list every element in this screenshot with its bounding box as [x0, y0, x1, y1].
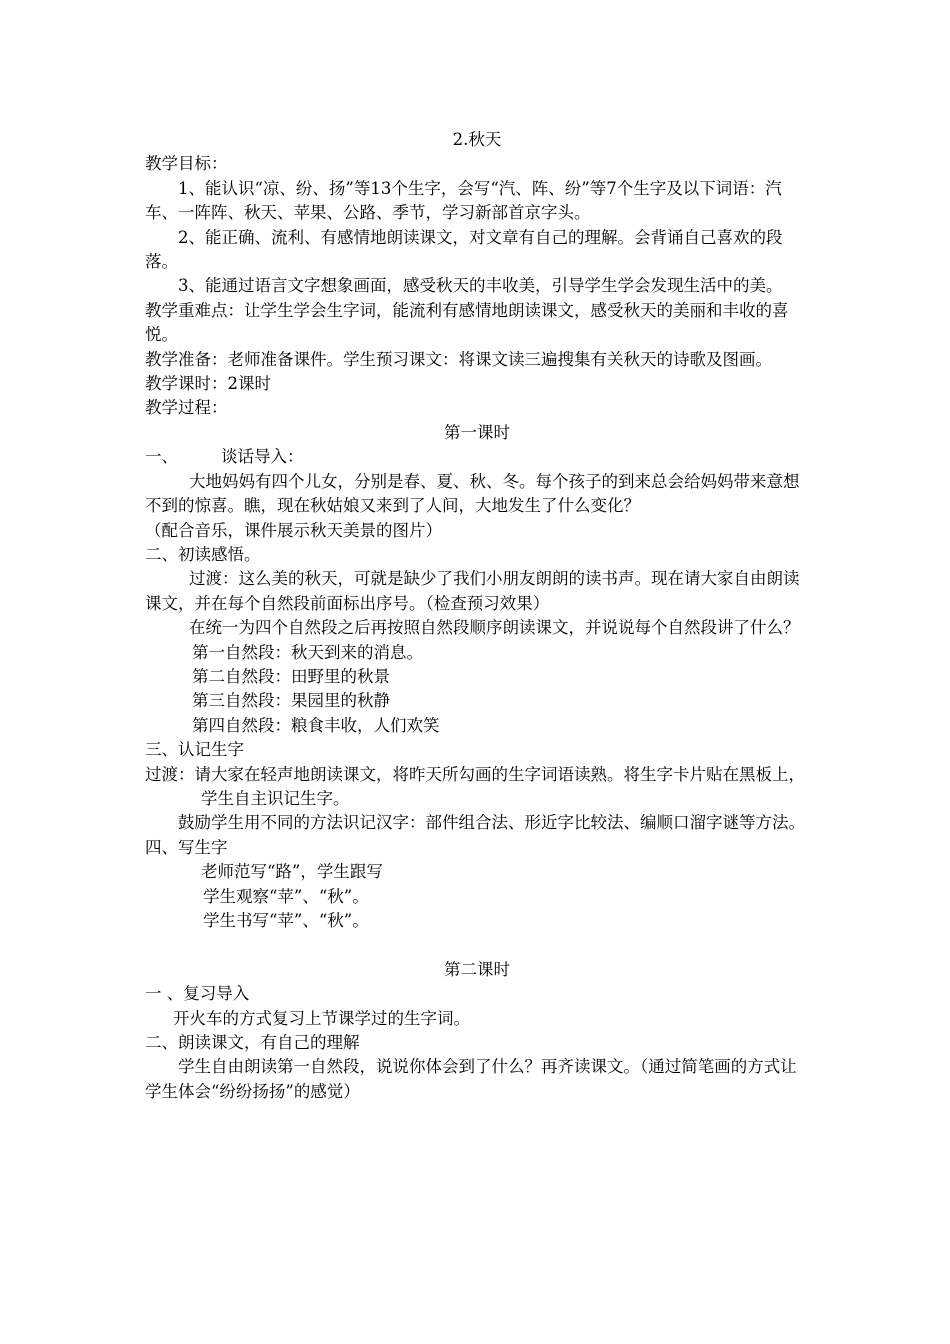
paragraph-summary-1: 第一自然段：秋天到来的消息。 [192, 642, 423, 662]
objectives-label: 教学目标： [145, 154, 228, 174]
section-number: 一、 [145, 447, 178, 467]
lesson2-section1-paragraph: 开火车的方式复习上节课学过的生字词。 [173, 1008, 470, 1028]
writing-step-1: 老师范写“路”，学生跟写 [201, 862, 383, 882]
lesson1-section2-heading: 二、初读感悟。 [145, 544, 261, 564]
writing-step-3: 学生书写“苹”、“秋”。 [203, 911, 369, 930]
lesson1-section2-paragraph1: 过渡：这么美的秋天，可就是缺少了我们小朋友朗朗的读书声。现在请大家自由朗读课文，并在每个自然段前面标出序号。（检查预习效果） [145, 569, 800, 613]
lesson2-section2-heading: 二、朗读课文，有自己的理解 [145, 1033, 360, 1053]
lesson1-section1-note: （配合音乐，课件展示秋天美景的图片） [145, 520, 442, 540]
lesson2-section2-paragraph: 学生自由朗读第一自然段，说说你体会到了什么？再齐读课文。（通过简笔画的方式让学生体会“纷纷扬扬”的感觉） [145, 1057, 797, 1101]
objective-3: 3、能通过语言文字想象画面，感受秋天的丰收美，引导学生学会发现生活中的美。 [178, 276, 783, 296]
lesson1-section1-heading [145, 445, 809, 469]
lesson1-section4-heading: 四、写生字 [145, 837, 228, 857]
lesson2-heading: 第二课时 [444, 959, 510, 979]
lesson1-section3-heading: 三、认记生字 [145, 740, 244, 760]
lesson1-section3-paragraph1: 过渡：请大家在轻声地朗读课文，将昨天所勾画的生字词语读熟。将生字卡片贴在黑板上，学生自主识记生字。 [145, 764, 805, 808]
lesson1-section1-paragraph: 大地妈妈有四个儿女，分别是春、夏、秋、冬。每个孩子的到来总会给妈妈带来意想不到的惊喜。瞧，现在秋姑娘又来到了人间，大地发生了什么变化？ [145, 471, 800, 516]
process-label: 教学过程： [145, 398, 228, 418]
document-page [145, 128, 809, 1104]
paragraph-summary-3: 第三自然段：果园里的秋静 [192, 691, 390, 711]
lesson1-section3-paragraph2: 鼓励学生用不同的方法识记汉字：部件组合法、形近字比较法、编顺口溜字谜等方法。 [178, 813, 805, 833]
paragraph-summary-4: 第四自然段：粮食丰收，人们欢笑 [192, 715, 440, 735]
lesson1-heading: 第一课时 [444, 422, 510, 442]
writing-step-2: 学生观察“苹”、“秋”。 [203, 886, 369, 906]
objective-2: 2、能正确、流利、有感情地朗读课文，对文章有自己的理解。会背诵自己喜欢的段落。 [145, 227, 783, 272]
paragraph-summary-2: 第二自然段：田野里的秋景 [192, 666, 390, 686]
class-hours: 教学课时：2课时 [145, 374, 271, 394]
spacer [145, 933, 809, 957]
preparation: 教学准备：老师准备课件。学生预习课文：将课文读三遍搜集有关秋天的诗歌及图画。 [145, 349, 772, 369]
document-title: 2.秋天 [452, 130, 502, 149]
objective-1: 1、能认识“凉、纷、扬”等13个生字，会写“汽、阵、纷”等7个生字及以下词语：汽车、一阵阵、秋天、苹果、公路、季节，学习新部首京字头。 [145, 178, 782, 223]
lesson2-section1-heading: 一 、复习导入 [145, 984, 250, 1004]
key-points: 教学重难点：让学生学会生字词，能流利有感情地朗读课文，感受秋天的美丽和丰收的喜悦。 [145, 300, 789, 345]
section-title: 谈话导入： [221, 447, 304, 467]
lesson1-section2-paragraph2: 在统一为四个自然段之后再按照自然段顺序朗读课文，并说说每个自然段讲了什么？ [189, 618, 800, 638]
